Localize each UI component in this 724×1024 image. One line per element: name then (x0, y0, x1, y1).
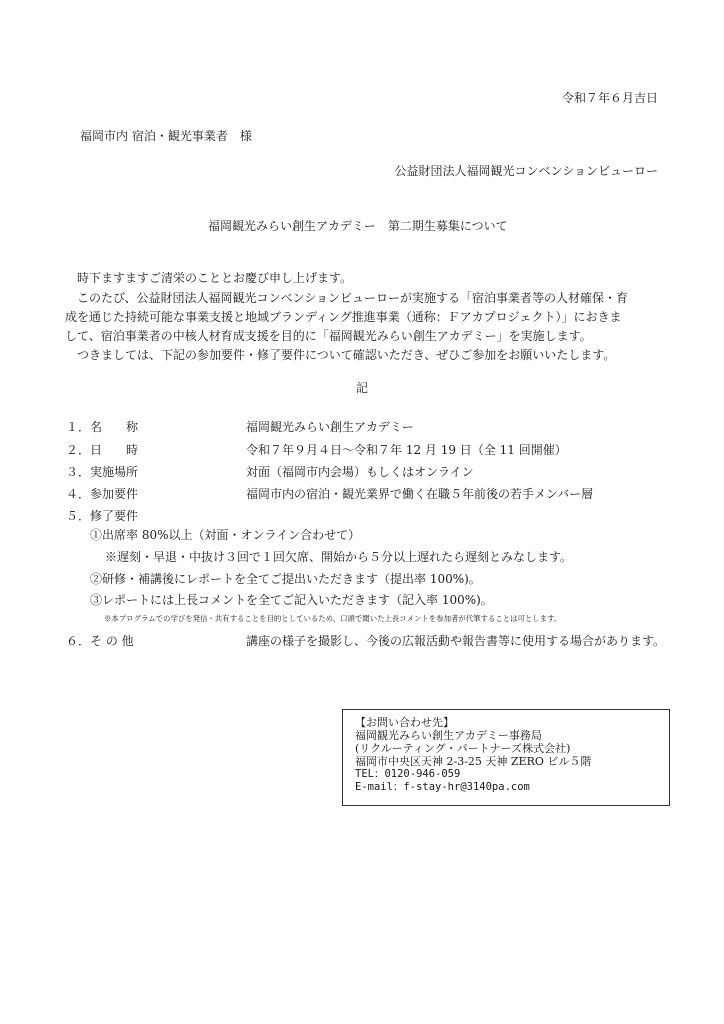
requirement-value: 令和７年９月４日～令和７年 12 月 19 日（全 11 回開催） (246, 443, 567, 457)
requirement-row (66, 485, 666, 503)
body-paragraph-line: つきましては、下記の参加要件・修了要件について確認いただき、ぜひご参加をお願いいたします。 (65, 348, 616, 362)
requirement-row (66, 418, 666, 436)
requirement-label: ３．実施場所 (66, 465, 139, 479)
completion-item-attendance: ①出席率 80%以上（対面・オンライン合わせて） (90, 528, 361, 542)
contact-email[interactable]: E-mail：f-stay-hr@3140pa.com (355, 781, 530, 793)
contact-org: 福岡観光みらい創生アカデミー事務局 (355, 729, 542, 742)
requirement-label: ５．修了要件 (66, 509, 139, 523)
requirement-value: 福岡市内の宿泊・観光業界で働く在職５年前後の若手メンバー層 (246, 487, 594, 501)
body-paragraph-line: 成を通じた持続可能な事業支援と地域ブランディング推進事業（通称：Ｆアカプロジェクト）」におきま (65, 310, 622, 324)
requirement-label: ２．日 時 (66, 443, 139, 457)
sender: 公益財団法人福岡観光コンベンションビューロー (394, 164, 658, 178)
requirement-label: ４．参加要件 (66, 487, 139, 501)
other-value: 講座の様子を撮影し、今後の広報活動や報告書等に使用する場合があります。 (246, 634, 666, 648)
requirement-label: １．名 称 (66, 420, 139, 434)
contact-heading: 【お問い合わせ先】 (355, 716, 454, 729)
issue-date: 令和７年６月吉日 (561, 91, 658, 105)
recipient: 福岡市内 宿泊・観光事業者 様 (80, 129, 252, 143)
requirement-value: 福岡観光みらい創生アカデミー (246, 420, 414, 434)
contact-tel: TEL：0120-946-059 (355, 768, 461, 780)
document-title: 福岡観光みらい創生アカデミー 第二期生募集について (208, 219, 508, 233)
completion-note-proxy: ※本プログラムでの学びを発信・共有することを目的としているため、口頭で聞いた上長コメントを参加者が代筆することは可とします。 (104, 614, 562, 623)
ki-heading: 記 (356, 381, 369, 395)
other-label: ６．そ の 他 (66, 634, 134, 648)
requirement-row (66, 463, 666, 481)
contact-company: (リクルーティング・パートナーズ株式会社) (355, 742, 571, 755)
other-row (66, 632, 666, 650)
contact-address: 福岡市中央区天神 2-3-25 天神 ZERO ビル５階 (355, 755, 592, 768)
body-paragraph-line: このたび、公益財団法人福岡観光コンベンションビューローが実施する「宿泊事業者等の人材確保・育 (65, 291, 628, 305)
body-paragraph-line: して、宿泊事業者の中核人材育成支援を目的に「福岡観光みらい創生アカデミー」を実施します。 (65, 329, 592, 343)
completion-item-comment: ③レポートには上長コメントを全てご記入いただきます（記入率 100%)。 (90, 593, 493, 607)
requirement-row (66, 441, 666, 459)
requirement-row (66, 507, 666, 525)
completion-item-report: ②研修・補講後にレポートを全てご提出いただきます（提出率 100%)。 (90, 572, 481, 586)
body-paragraph-line: 時下ますますご清栄のこととお慶び申し上げます。 (65, 271, 353, 285)
completion-note-lateness: ※遅刻・早退・中抜け３回で１回欠席、開始から５分以上遅れたら遅刻とみなします。 (105, 550, 573, 564)
contact-box (342, 709, 670, 806)
requirement-value: 対面（福岡市内会場）もしくはオンライン (246, 465, 474, 479)
